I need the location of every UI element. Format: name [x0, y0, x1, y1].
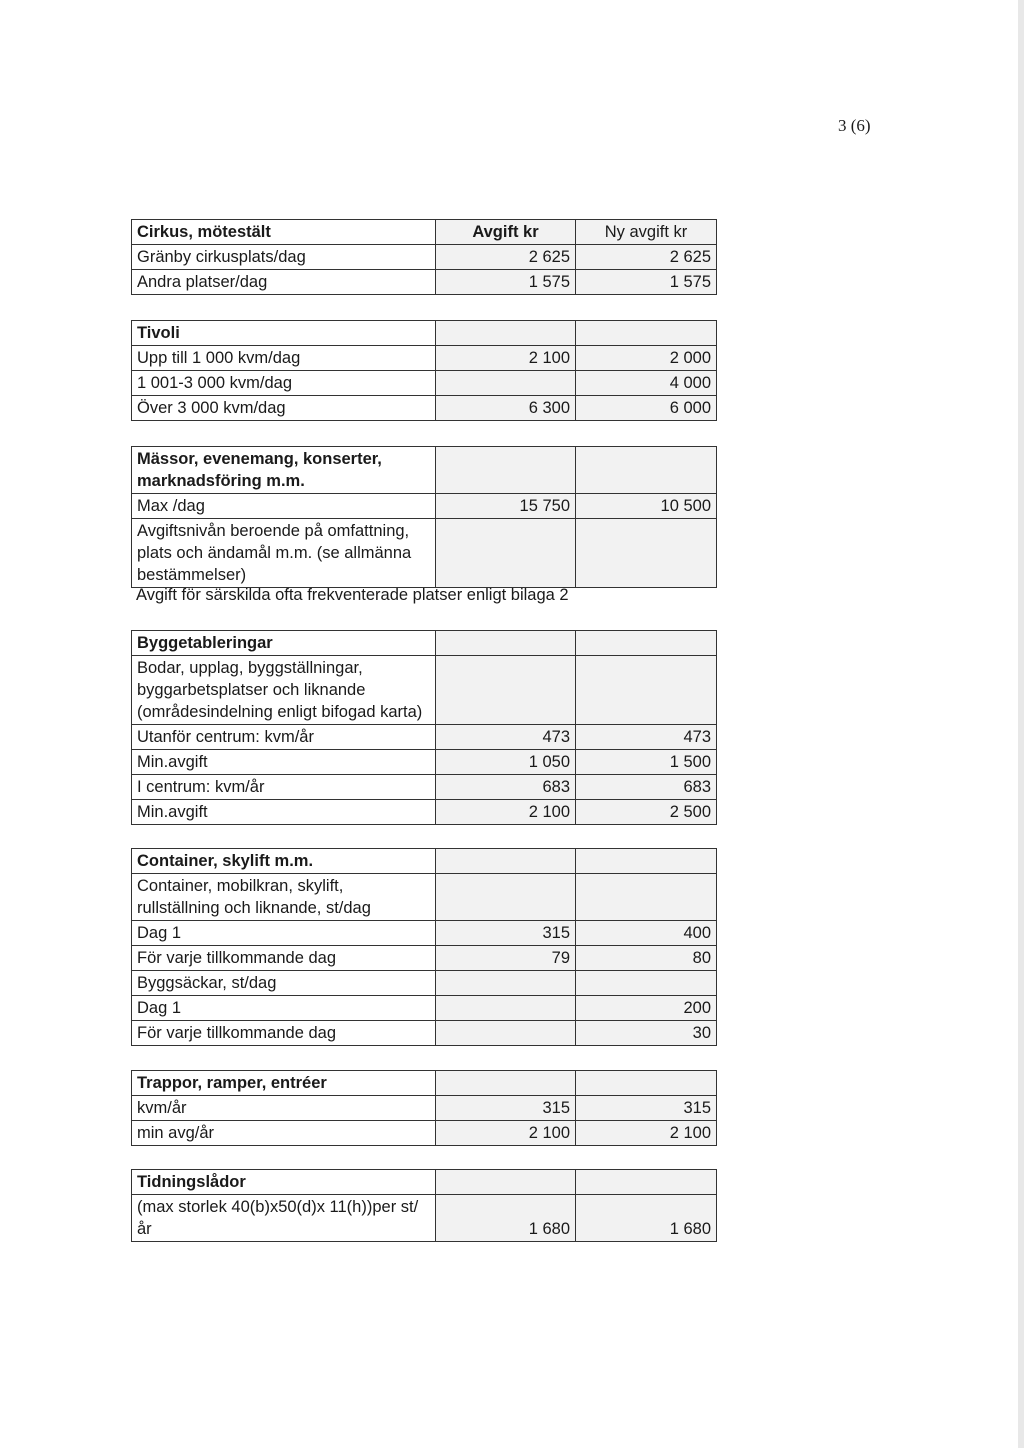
table-row [132, 245, 717, 270]
row-fee [436, 971, 576, 996]
table-title: Trappor, ramper, entréer [132, 1071, 436, 1096]
row-fee: 79 [436, 946, 576, 971]
table-title: Tidningslådor [132, 1170, 436, 1195]
row-fee: 2 100 [436, 800, 576, 825]
row-label: Min.avgift [132, 750, 436, 775]
fee-table-tivoli [131, 320, 717, 421]
row-fee: 2 625 [436, 245, 576, 270]
row-fee: 315 [436, 1096, 576, 1121]
row-label: Max /dag [132, 494, 436, 519]
row-new-fee: 2 000 [576, 346, 717, 371]
row-fee [436, 1021, 576, 1046]
table-row [132, 1096, 717, 1121]
header-empty [576, 849, 717, 874]
row-new-fee: 315 [576, 1096, 717, 1121]
row-new-fee: 2 500 [576, 800, 717, 825]
table-row [132, 996, 717, 1021]
table-row [132, 270, 717, 295]
table-row [132, 494, 717, 519]
header-empty [576, 1170, 717, 1195]
table-header-row [132, 849, 717, 874]
table-row [132, 946, 717, 971]
row-new-fee: 400 [576, 921, 717, 946]
row-new-fee: 30 [576, 1021, 717, 1046]
table-header-row [132, 631, 717, 656]
fee-table-trappor [131, 1070, 717, 1146]
row-new-fee: 4 000 [576, 371, 717, 396]
table-row [132, 656, 717, 725]
table-title: Tivoli [132, 321, 436, 346]
row-new-fee: 1 575 [576, 270, 717, 295]
table-row [132, 1021, 717, 1046]
header-empty [436, 1071, 576, 1096]
row-label: Gränby cirkusplats/dag [132, 245, 436, 270]
table-row [132, 921, 717, 946]
row-label: kvm/år [132, 1096, 436, 1121]
row-fee: 1 050 [436, 750, 576, 775]
row-new-fee: 2 625 [576, 245, 717, 270]
row-new-fee: 6 000 [576, 396, 717, 421]
row-fee: 315 [436, 921, 576, 946]
row-label: Upp till 1 000 kvm/dag [132, 346, 436, 371]
table-row [132, 1121, 717, 1146]
table-row [132, 971, 717, 996]
row-label: Dag 1 [132, 921, 436, 946]
table-header-row [132, 220, 717, 245]
row-fee [436, 874, 576, 921]
table-row [132, 725, 717, 750]
row-label: min avg/år [132, 1121, 436, 1146]
row-fee: 473 [436, 725, 576, 750]
row-label: Min.avgift [132, 800, 436, 825]
row-new-fee: 683 [576, 775, 717, 800]
row-new-fee [576, 656, 717, 725]
header-empty [436, 447, 576, 494]
header-empty [436, 849, 576, 874]
header-empty [576, 447, 717, 494]
row-new-fee: 473 [576, 725, 717, 750]
table-row [132, 775, 717, 800]
row-label: (max storlek 40(b)x50(d)x 11(h))per st/år [132, 1195, 436, 1242]
table-row [132, 346, 717, 371]
row-new-fee [576, 971, 717, 996]
header-empty [576, 631, 717, 656]
row-fee: 6 300 [436, 396, 576, 421]
row-fee: 1 575 [436, 270, 576, 295]
table-title: Cirkus, mötestält [132, 220, 436, 245]
row-label: För varje tillkommande dag [132, 946, 436, 971]
table-row [132, 750, 717, 775]
row-label: Utanför centrum: kvm/år [132, 725, 436, 750]
row-label: Bodar, upplag, byggställningar, byggarbetsplatser och liknande (områdesindelning enligt bifogad karta) [132, 656, 436, 725]
row-label: Container, mobilkran, skylift, rullställning och liknande, st/dag [132, 874, 436, 921]
header-empty [436, 1170, 576, 1195]
row-fee [436, 996, 576, 1021]
row-fee [436, 656, 576, 725]
header-empty [436, 321, 576, 346]
table-row [132, 396, 717, 421]
row-label: Byggsäckar, st/dag [132, 971, 436, 996]
row-label: Avgiftsnivån beroende på omfattning, plats och ändamål m.m. (se allmänna bestämmelser) [132, 519, 436, 588]
row-label: Andra platser/dag [132, 270, 436, 295]
fee-table-byggetableringar [131, 630, 717, 825]
table-row [132, 371, 717, 396]
row-fee: 2 100 [436, 1121, 576, 1146]
table-title: Byggetableringar [132, 631, 436, 656]
row-fee: 683 [436, 775, 576, 800]
row-new-fee: 2 100 [576, 1121, 717, 1146]
table-header-row [132, 447, 717, 494]
row-fee: 1 680 [436, 1195, 576, 1242]
fee-table-tidningslador [131, 1169, 717, 1242]
table-title: Container, skylift m.m. [132, 849, 436, 874]
header-empty [576, 1071, 717, 1096]
table-title: Mässor, evenemang, konserter, marknadsföring m.m. [132, 447, 436, 494]
row-label: Dag 1 [132, 996, 436, 1021]
row-fee [436, 519, 576, 588]
row-new-fee [576, 874, 717, 921]
row-label: För varje tillkommande dag [132, 1021, 436, 1046]
row-label: Över 3 000 kvm/dag [132, 396, 436, 421]
header-empty [576, 321, 717, 346]
table-row [132, 800, 717, 825]
row-new-fee: 1 680 [576, 1195, 717, 1242]
header-fee: Avgift kr [436, 220, 576, 245]
table-header-row [132, 321, 717, 346]
scan-edge [1018, 0, 1024, 1448]
table-header-row [132, 1071, 717, 1096]
fee-table-cirkus [131, 219, 717, 295]
table-row [132, 519, 717, 588]
row-new-fee [576, 519, 717, 588]
row-fee: 15 750 [436, 494, 576, 519]
row-new-fee: 200 [576, 996, 717, 1021]
fee-table-massor [131, 446, 717, 588]
special-places-note: Avgift för särskilda ofta frekventerade platser enligt bilaga 2 [136, 586, 569, 604]
row-new-fee: 80 [576, 946, 717, 971]
table-row [132, 874, 717, 921]
row-fee [436, 371, 576, 396]
table-row [132, 1195, 717, 1242]
row-new-fee: 10 500 [576, 494, 717, 519]
row-label: 1 001-3 000 kvm/dag [132, 371, 436, 396]
header-new-fee: Ny avgift kr [576, 220, 717, 245]
fee-table-container [131, 848, 717, 1046]
row-fee: 2 100 [436, 346, 576, 371]
row-label: I centrum: kvm/år [132, 775, 436, 800]
table-header-row [132, 1170, 717, 1195]
header-empty [436, 631, 576, 656]
row-new-fee: 1 500 [576, 750, 717, 775]
page-number: 3 (6) [838, 116, 871, 135]
